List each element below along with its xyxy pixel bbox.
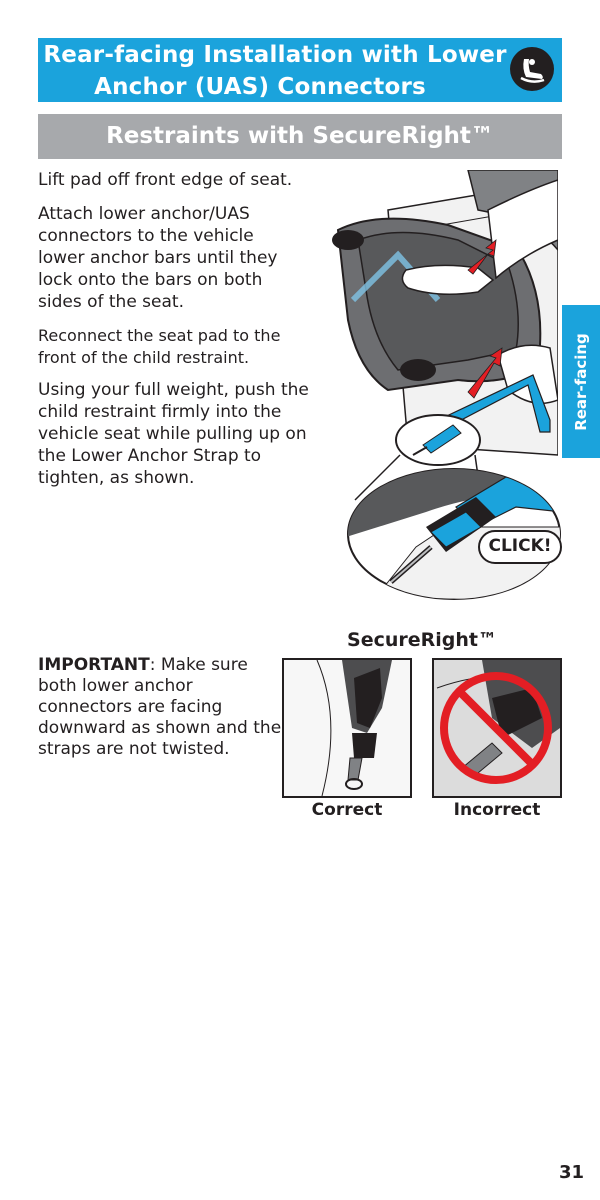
page-number: 31 [558, 1162, 584, 1183]
correct-connector-image [282, 658, 412, 798]
instruction-step-1: Lift pad off front edge of seat. [38, 170, 293, 190]
incorrect-connector-image [432, 658, 562, 798]
incorrect-caption: Incorrect [453, 800, 541, 820]
car-seat-icon [510, 47, 554, 91]
side-tab-label: Rear-facing [572, 332, 590, 431]
important-text: : Make sure both lower anchor connectors are facing downward as shown and the straps are not twisted. [38, 655, 282, 759]
important-note [38, 655, 283, 760]
page-title-bar [38, 38, 562, 102]
instruction-step-2: Attach lower anchor/UAS connectors to the vehicle lower anchor bars until they lock onto the bars on both sides of the seat. [38, 204, 278, 312]
click-label: CLICK! [488, 536, 552, 556]
correct-caption: Correct [311, 800, 383, 820]
instruction-step-4: Using your full weight, push the child restraint firmly into the vehicle seat while pulling up on the Lower Anchor Strap to tighten, as shown. [38, 380, 309, 488]
instruction-step-3: Reconnect the seat pad to the front of the child restraint. [38, 326, 281, 367]
side-tab-rear-facing[interactable] [562, 305, 600, 458]
click-bubble [477, 527, 563, 567]
page-title-line-1: Rear-facing Installation with Lower [43, 42, 507, 68]
secureright-title: SecureRight™ [347, 629, 497, 651]
zoom-small-circle [393, 413, 483, 468]
page-title-line-2: Anchor (UAS) Connectors [94, 74, 426, 100]
important-label: IMPORTANT [38, 655, 150, 675]
section-title: Restraints with SecureRight™ [38, 114, 562, 159]
